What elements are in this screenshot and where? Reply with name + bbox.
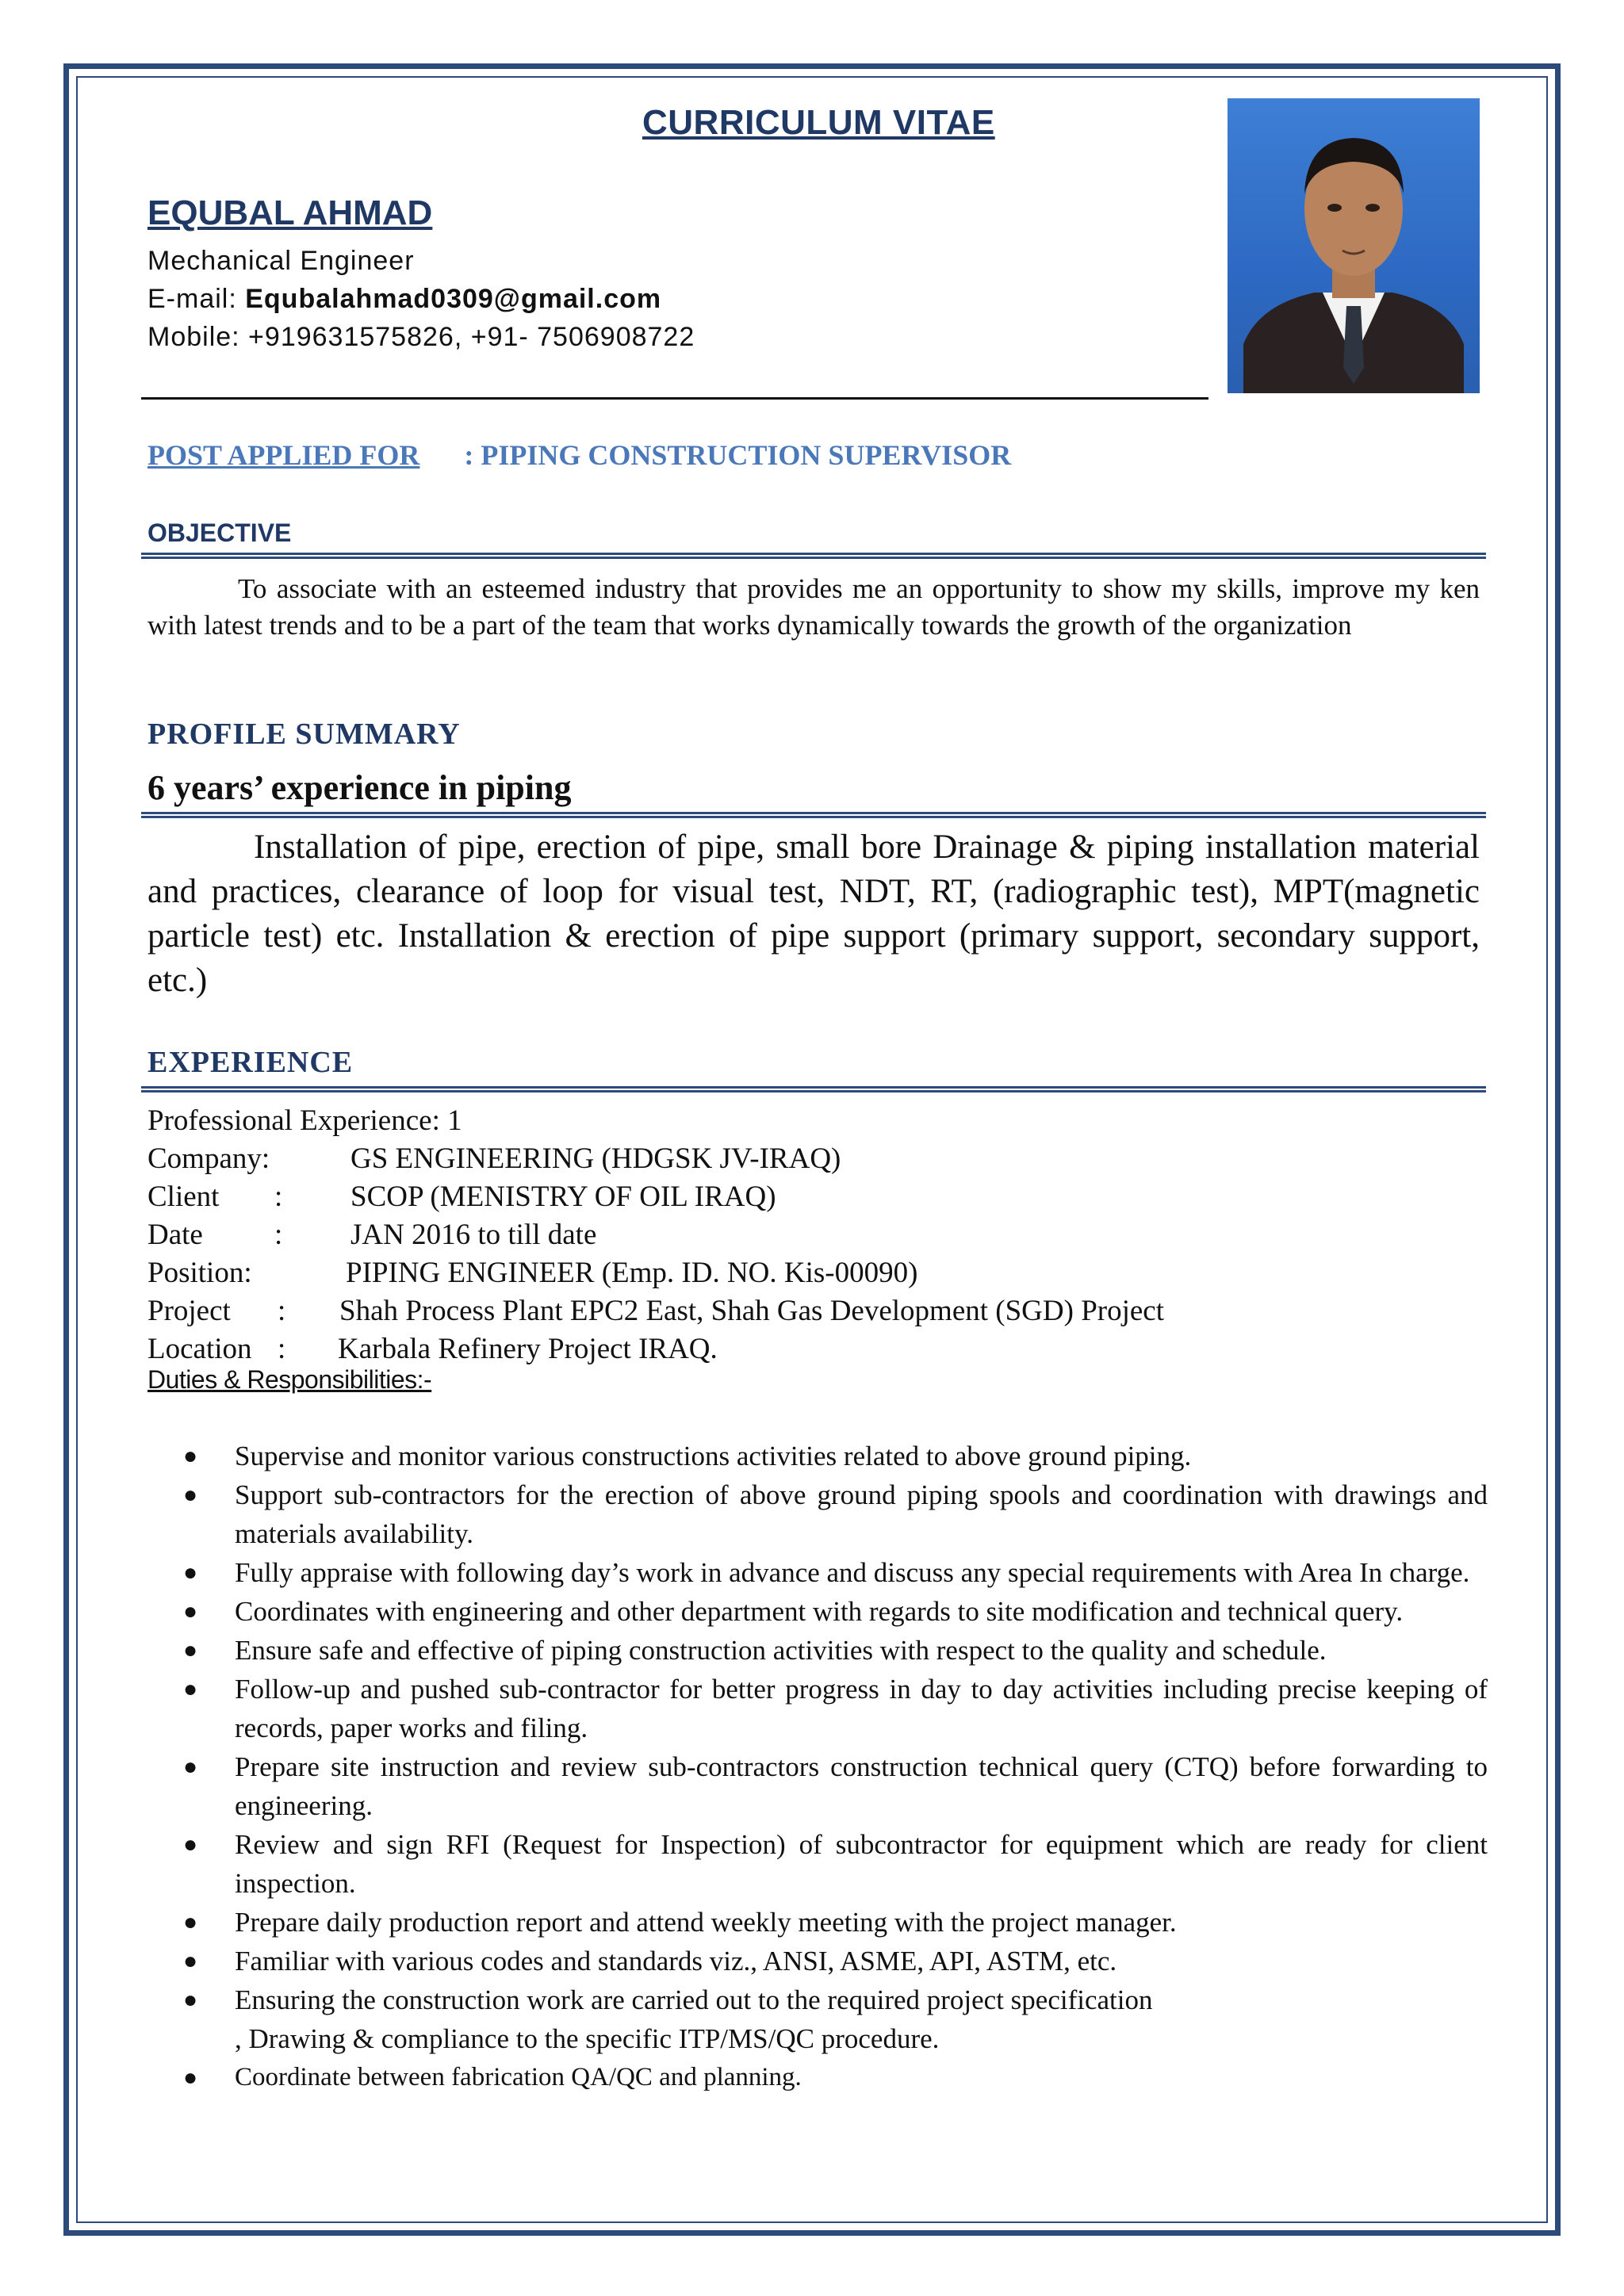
duty-text: Supervise and monitor various constructions activities related to above ground piping. xyxy=(235,1441,1192,1471)
objective-text: To associate with an esteemed industry that provides me an opportunity to show my skills, improve my ken with latest trends and to be a part of the team that works dynamically towards the growth of the organization xyxy=(147,573,1480,641)
duty-text: Ensure safe and effective of piping construction activities with respect to the quality and schedule. xyxy=(235,1635,1327,1666)
row-value: PIPING ENGINEER (Emp. ID. NO. Kis-00090) xyxy=(346,1257,918,1289)
row-value: GS ENGINEERING (HDGSK JV-IRAQ) xyxy=(350,1142,841,1175)
row-value: Karbala Refinery Project IRAQ. xyxy=(338,1333,718,1365)
mobile-line: Mobile: +919631575826, +91- 7506908722 xyxy=(147,322,695,352)
bullet-icon: ● xyxy=(183,1637,198,1663)
candidate-name: EQUBAL AHMAD xyxy=(147,193,433,232)
email-line xyxy=(147,284,661,315)
bullet-icon: ● xyxy=(183,1948,198,1974)
document-title: CURRICULUM VITAE xyxy=(642,103,995,142)
duty-text: Ensuring the construction work are carried out to the required project specification , Drawing & compliance to the specific ITP/MS/QC procedure. xyxy=(235,1984,1153,2054)
row-value: JAN 2016 to till date xyxy=(350,1219,597,1251)
row-sep: : xyxy=(274,1181,283,1213)
bullet-icon: ● xyxy=(183,1754,198,1780)
list-item xyxy=(147,1980,1488,2058)
experience-rule xyxy=(141,1086,1486,1093)
email-address: Equbalahmad0309@gmail.com xyxy=(245,284,662,314)
bullet-icon: ● xyxy=(183,1559,198,1586)
designation: Mechanical Engineer xyxy=(147,246,415,276)
profile-rule xyxy=(141,812,1486,818)
post-applied-value: : PIPING CONSTRUCTION SUPERVISOR xyxy=(464,439,1012,471)
row-key: Location xyxy=(147,1333,252,1365)
row-value: 1 xyxy=(447,1104,462,1137)
list-item xyxy=(147,1437,1488,1475)
list-item xyxy=(147,1825,1488,1903)
bullet-icon: ● xyxy=(183,1987,198,2013)
row-key: Company: xyxy=(147,1142,270,1175)
row-key: Client xyxy=(147,1181,220,1213)
duty-text: Prepare daily production report and attend weekly meeting with the project manager. xyxy=(235,1907,1177,1938)
bullet-icon: ● xyxy=(183,1598,198,1624)
experience-row xyxy=(147,1256,917,1290)
duties-heading: Duties & Responsibilities:- xyxy=(147,1365,432,1394)
row-key: Project xyxy=(147,1295,231,1327)
list-item xyxy=(147,1592,1488,1631)
profile-photo xyxy=(1228,98,1480,393)
row-sep: : xyxy=(274,1219,283,1251)
objective-heading: OBJECTIVE xyxy=(147,519,292,547)
duty-text: Coordinate between fabrication QA/QC and planning. xyxy=(235,2063,802,2091)
post-applied-label: POST APPLIED FOR xyxy=(147,439,420,471)
duty-text: Fully appraise with following day’s work in advance and discuss any special requirements with Area In charge. xyxy=(235,1557,1470,1588)
list-item xyxy=(147,1747,1488,1825)
duty-text: Follow-up and pushed sub-contractor for better progress in day to day activities including precise keeping of records, paper works and filing. xyxy=(235,1674,1488,1743)
experience-row xyxy=(147,1180,776,1214)
row-value: SCOP (MENISTRY OF OIL IRAQ) xyxy=(350,1181,776,1213)
list-item xyxy=(147,1670,1488,1747)
list-item xyxy=(147,2058,1488,2097)
experience-row xyxy=(147,1294,1164,1328)
row-key: Position: xyxy=(147,1257,252,1289)
row-sep: : xyxy=(278,1295,286,1327)
row-key: Date xyxy=(147,1219,203,1251)
experience-heading: EXPERIENCE xyxy=(147,1046,354,1079)
list-item xyxy=(147,1903,1488,1942)
duty-text: Review and sign RFI (Request for Inspection) of subcontractor for equipment which are ready for client inspection. xyxy=(235,1829,1488,1899)
bullet-icon: ● xyxy=(183,2064,198,2091)
profile-headline: 6 years’ experience in piping xyxy=(147,768,572,807)
profile-summary-heading: PROFILE SUMMARY xyxy=(147,718,461,751)
bullet-icon: ● xyxy=(183,1909,198,1935)
experience-row xyxy=(147,1332,718,1366)
objective-rule xyxy=(141,553,1486,559)
profile-summary-text: Installation of pipe, erection of pipe, small bore Drainage & piping installation material and practices, clearance of loop for visual test, NDT, RT, (radiographic test), MPT(magnetic particle test) etc. Installation & erection of pipe support (primary support, secondary support, etc.) xyxy=(147,828,1480,999)
duty-text: Support sub-contractors for the erection of above ground piping spools and coordination with drawings and materials availability. xyxy=(235,1479,1488,1549)
duty-text: Coordinates with engineering and other department with regards to site modification and technical query. xyxy=(235,1596,1404,1627)
header-divider xyxy=(141,397,1208,400)
bullet-icon: ● xyxy=(183,1443,198,1469)
list-item xyxy=(147,1631,1488,1670)
duty-text: Familiar with various codes and standards viz., ANSI, ASME, API, ASTM, etc. xyxy=(235,1946,1117,1976)
row-key: Professional Experience: xyxy=(147,1104,440,1137)
post-applied-line xyxy=(147,438,1011,472)
email-label: E-mail: xyxy=(147,284,246,314)
experience-row xyxy=(147,1104,462,1138)
bullet-icon: ● xyxy=(183,1482,198,1508)
bullet-icon: ● xyxy=(183,1676,198,1702)
list-item xyxy=(147,1553,1488,1592)
row-sep: : xyxy=(278,1333,286,1365)
duties-list xyxy=(147,1437,1488,2097)
list-item xyxy=(147,1475,1488,1553)
bullet-icon: ● xyxy=(183,1831,198,1858)
experience-row xyxy=(147,1218,596,1252)
duty-text: Prepare site instruction and review sub-contractors construction technical query (CTQ) before forwarding to engineering. xyxy=(235,1751,1488,1821)
experience-row xyxy=(147,1142,841,1176)
list-item xyxy=(147,1942,1488,1980)
row-value: Shah Process Plant EPC2 East, Shah Gas Development (SGD) Project xyxy=(339,1295,1164,1327)
